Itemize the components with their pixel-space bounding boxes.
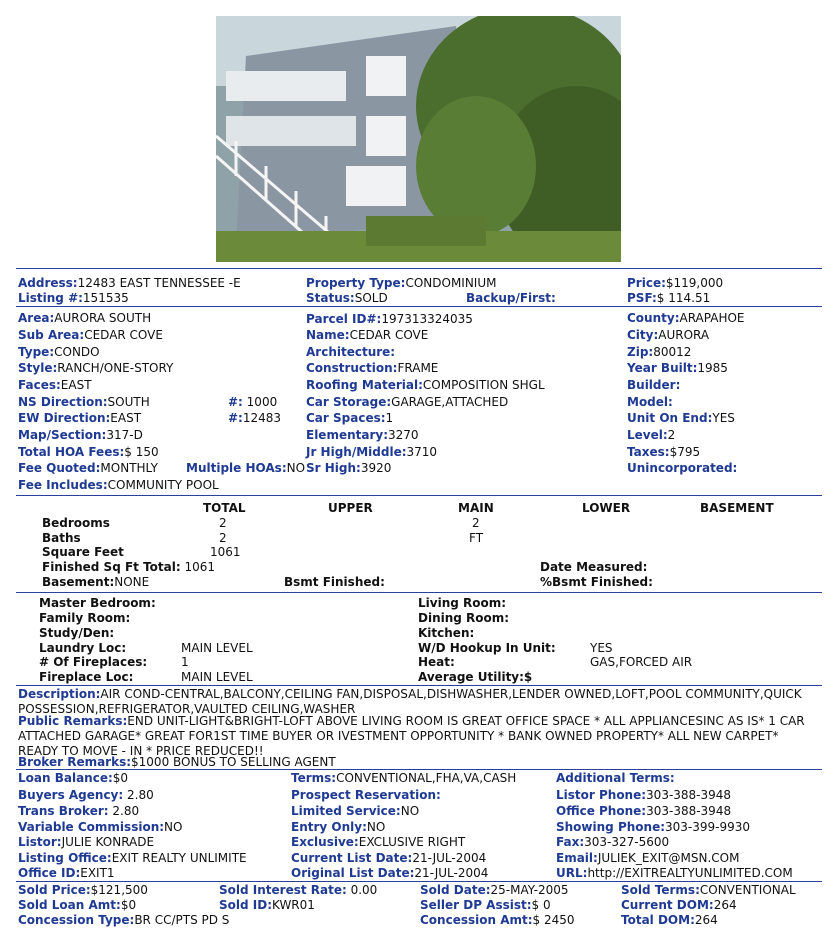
style-field: Style:RANCH/ONE-STORY: [18, 361, 174, 375]
exclusive-field: Exclusive:EXCLUSIVE RIGHT: [291, 835, 466, 849]
wd-hookup-label: W/D Hookup In Unit:: [418, 641, 556, 655]
broker-remarks: Broker Remarks:$1000 BONUS TO SELLING AGENT: [18, 755, 336, 769]
dining-room-label: Dining Room:: [418, 611, 510, 625]
zip-field: Zip:80012: [627, 345, 692, 359]
ns-number-field: #: 1000: [228, 395, 278, 409]
type-field: Type:CONDO: [18, 345, 100, 359]
name-field: Name:CEDAR COVE: [306, 328, 429, 342]
city-field: City:AURORA: [627, 328, 710, 342]
address-field: Address:12483 EAST TENNESSEE -E: [18, 276, 241, 290]
variable-commission-field: Variable Commission:NO: [18, 820, 183, 834]
avg-utility-label: Average Utility:$: [418, 670, 533, 684]
pct-bsmt-finished-field: %Bsmt Finished:: [540, 575, 653, 589]
office-phone-field: Office Phone:303-388-3948: [556, 804, 732, 818]
sold-date-field: Sold Date:25-MAY-2005: [420, 883, 569, 897]
study-den-label: Study/Den:: [39, 626, 115, 640]
level-field: Level:2: [627, 428, 676, 442]
ew-number-field: #:12483: [228, 411, 282, 425]
ew-direction-field: EW Direction:EAST: [18, 411, 142, 425]
status-field: Status:SOLD: [306, 291, 388, 305]
date-measured-field: Date Measured:: [540, 560, 648, 574]
sold-interest-rate-field: Sold Interest Rate: 0.00: [219, 883, 378, 897]
terms-field: Terms:CONVENTIONAL,FHA,VA,CASH: [291, 771, 517, 785]
public-remarks: Public Remarks:END UNIT-LIGHT&BRIGHT-LOFT ABOVE LIVING ROOM IS GREAT OFFICE SPACE * ALL APPLIANCESINC AS IS* 1 CAR ATTACHED GARAGE* GREAT FOR1ST TIME BUYER OR IVESTMENT OPPORTUNITY * BANK OWNED PROPERTY* ALL NEW CARPET* READY TO MOVE - IN * PRICE REDUCED!!: [18, 714, 805, 758]
fireplace-loc-label: Fireplace Loc:: [39, 670, 134, 684]
additional-terms-field: Additional Terms:: [556, 771, 675, 785]
divider: [16, 306, 822, 307]
bedrooms-main: 2: [472, 516, 480, 530]
heat-value: GAS,FORCED AIR: [590, 655, 693, 669]
original-list-date-field: Original List Date:21-JUL-2004: [291, 866, 489, 880]
builder-field: Builder:: [627, 378, 681, 392]
property-type-field: Property Type:CONDOMINIUM: [306, 276, 497, 290]
fee-includes-field: Fee Includes:COMMUNITY POOL: [18, 478, 219, 492]
square-feet-label: Square Feet: [42, 545, 124, 559]
fireplace-loc-value: MAIN LEVEL: [181, 670, 253, 684]
fireplaces-label: # Of Fireplaces:: [39, 655, 148, 669]
basement-field: Basement:NONE: [42, 575, 150, 589]
laundry-loc-value: MAIN LEVEL: [181, 641, 253, 655]
property-photo: [216, 16, 621, 262]
roofing-material-field: Roofing Material:COMPOSITION SHGL: [306, 378, 545, 392]
divider: [16, 685, 822, 686]
unit-on-end-field: Unit On End:YES: [627, 411, 735, 425]
description-remarks: Description:AIR COND-CENTRAL,BALCONY,CEILING FAN,DISPOSAL,DISHWASHER,LENDER OWNED,LOFT,POOL COMMUNITY,QUICK POSSESSION,REFRIGERATOR,VAULTED CEILING,WASHER: [18, 687, 802, 716]
sub-area-field: Sub Area:CEDAR COVE: [18, 328, 163, 342]
listor-phone-field: Listor Phone:303-388-3948: [556, 788, 732, 802]
taxes-field: Taxes:$795: [627, 445, 701, 459]
email-field[interactable]: Email:JULIEK_EXIT@MSN.COM: [556, 851, 740, 865]
price-field: Price:$119,000: [627, 276, 724, 290]
kitchen-label: Kitchen:: [418, 626, 475, 640]
baths-label: Baths: [42, 531, 81, 545]
listor-field: Listor:JULIE KONRADE: [18, 835, 155, 849]
square-feet-total: 1061: [210, 545, 241, 559]
sr-high-field: Sr High:3920: [306, 461, 392, 475]
jr-high-field: Jr High/Middle:3710: [306, 445, 438, 459]
divider: [16, 769, 822, 770]
trans-broker-field: Trans Broker: 2.80: [18, 804, 140, 818]
current-dom-field: Current DOM:264: [621, 898, 737, 912]
listing-office-field: Listing Office:EXIT REALTY UNLIMITE: [18, 851, 247, 865]
divider: [16, 268, 822, 269]
multiple-hoas-field: Multiple HOAs:NO: [186, 461, 306, 475]
elementary-field: Elementary:3270: [306, 428, 419, 442]
faces-field: Faces:EAST: [18, 378, 92, 392]
sold-price-field: Sold Price:$121,500: [18, 883, 148, 897]
col-header-upper: UPPER: [328, 501, 373, 515]
parcel-id-field: Parcel ID#:197313324035: [306, 312, 473, 326]
ns-direction-field: NS Direction:SOUTH: [18, 395, 150, 409]
backup-first-field: Backup/First:: [466, 291, 556, 305]
sold-terms-field: Sold Terms:CONVENTIONAL: [621, 883, 796, 897]
concession-amt-field: Concession Amt:$ 2450: [420, 913, 575, 927]
listing-number-field: Listing #:151535: [18, 291, 129, 305]
seller-dp-assist-field: Seller DP Assist:$ 0: [420, 898, 551, 912]
county-field: County:ARAPAHOE: [627, 311, 745, 325]
entry-only-field: Entry Only:NO: [291, 820, 386, 834]
bedrooms-total: 2: [219, 516, 227, 530]
year-built-field: Year Built:1985: [627, 361, 728, 375]
col-header-total: TOTAL: [203, 501, 246, 515]
office-id-field: Office ID:EXIT1: [18, 866, 115, 880]
col-header-basement: BASEMENT: [700, 501, 774, 515]
limited-service-field: Limited Service:NO: [291, 804, 420, 818]
concession-type-field: Concession Type:BR CC/PTS PD S: [18, 913, 230, 927]
sold-loan-amt-field: Sold Loan Amt:$0: [18, 898, 137, 912]
buyers-agency-field: Buyers Agency: 2.80: [18, 788, 154, 802]
url-field[interactable]: URL:http://EXITREALTYUNLIMITED.COM: [556, 866, 793, 880]
living-room-label: Living Room:: [418, 596, 507, 610]
model-field: Model:: [627, 395, 673, 409]
construction-field: Construction:FRAME: [306, 361, 439, 375]
area-field: Area:AURORA SOUTH: [18, 311, 152, 325]
current-list-date-field: Current List Date:21-JUL-2004: [291, 851, 487, 865]
prospect-reservation-field: Prospect Reservation:: [291, 788, 441, 802]
architecture-field: Architecture:: [306, 345, 396, 359]
divider: [16, 881, 822, 882]
family-room-label: Family Room:: [39, 611, 131, 625]
bsmt-finished-field: Bsmt Finished:: [284, 575, 385, 589]
total-dom-field: Total DOM:264: [621, 913, 718, 927]
car-spaces-field: Car Spaces:1: [306, 411, 394, 425]
col-header-main: MAIN: [458, 501, 494, 515]
wd-hookup-value: YES: [590, 641, 613, 655]
psf-field: PSF:$ 114.51: [627, 291, 711, 305]
col-header-lower: LOWER: [582, 501, 631, 515]
master-bedroom-label: Master Bedroom:: [39, 596, 156, 610]
laundry-loc-label: Laundry Loc:: [39, 641, 127, 655]
property-photo-illustration: [216, 16, 621, 262]
unincorporated-field: Unincorporated:: [627, 461, 738, 475]
total-hoa-fees-field: Total HOA Fees:$ 150: [18, 445, 159, 459]
divider: [16, 495, 822, 496]
loan-balance-field: Loan Balance:$0: [18, 771, 129, 785]
car-storage-field: Car Storage:GARAGE,ATTACHED: [306, 395, 509, 409]
map-section-field: Map/Section:317-D: [18, 428, 143, 442]
showing-phone-field: Showing Phone:303-399-9930: [556, 820, 751, 834]
fee-quoted-field: Fee Quoted:MONTHLY: [18, 461, 158, 475]
sold-id-field: Sold ID:KWR01: [219, 898, 315, 912]
fax-field: Fax:303-327-5600: [556, 835, 670, 849]
finished-sqft-field: Finished Sq Ft Total: 1061: [42, 560, 216, 574]
fireplaces-value: 1: [181, 655, 189, 669]
heat-label: Heat:: [418, 655, 455, 669]
baths-main: FT: [469, 531, 484, 545]
divider: [16, 592, 822, 593]
bedrooms-label: Bedrooms: [42, 516, 110, 530]
baths-total: 2: [219, 531, 227, 545]
